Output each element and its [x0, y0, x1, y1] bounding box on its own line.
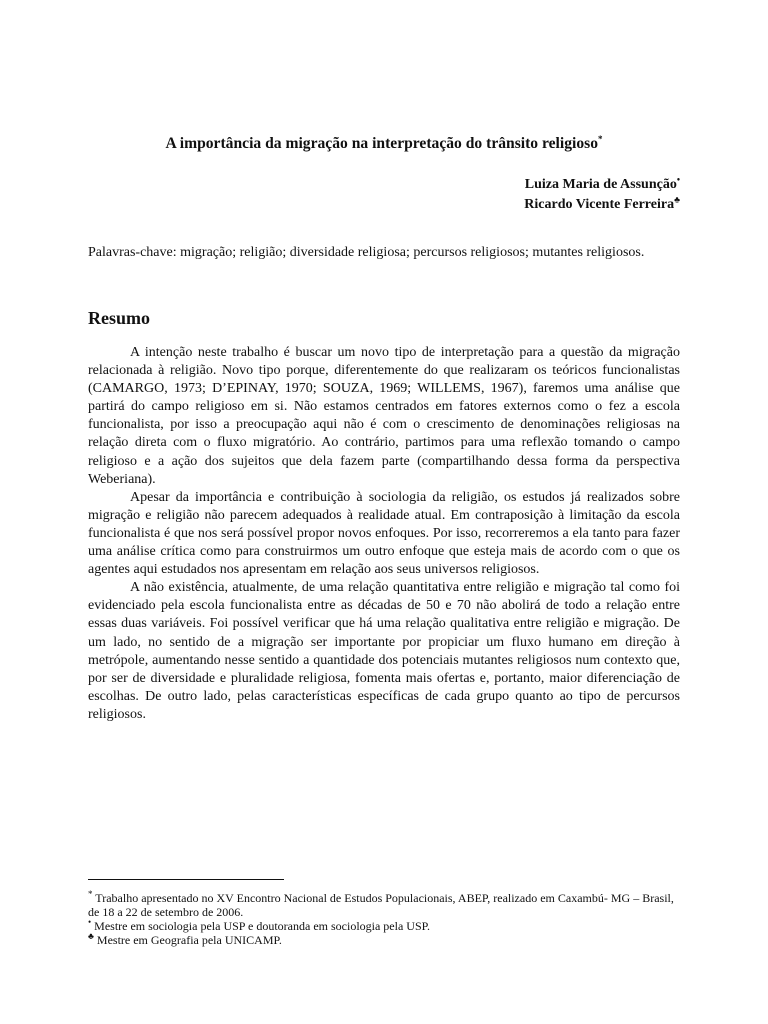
paper-title — [88, 134, 680, 154]
abstract-body — [88, 344, 680, 724]
author-line — [524, 175, 680, 195]
author-footnote-mark: ♣ — [674, 194, 680, 205]
footnote-text: Mestre em Geografia pela UNICAMP. — [96, 933, 282, 947]
footnote-mark: ♣ — [88, 931, 94, 941]
author-list — [524, 175, 680, 215]
footnote — [88, 933, 680, 947]
footnote-text: Mestre em sociologia pela USP e doutoranda em sociologia pela USP. — [94, 919, 430, 933]
author-name: Luiza Maria de Assunção — [524, 177, 677, 192]
footnotes — [88, 891, 680, 947]
paragraph: Apesar da importância e contribuição à sociologia da religião, os estudos já realizados sobre migração e religião não parecem adequados à realidade atual. Em contraposição à limitação da escola funcionalista é que nos será possível propor novos enfoques. Por isso, recorreremos a ela tanto para fazer uma análise crítica como para construirmos um outro enfoque que esteja mais de acordo com o que os agentes aqui estudados nos apresentam em relação aos seus universos religiosos. — [88, 489, 680, 578]
paragraph: A intenção neste trabalho é buscar um novo tipo de interpretação para a questão da migração relacionada à religião. Novo tipo porque, diferentemente do que realizaram os teóricos funcionalistas (CAMARGO, 1973; D’EPINAY, 1970; SOUZA, 1969; WILLEMS, 1967), faremos uma análise que partirá do campo religioso em si. Não estamos centrados em fatores externos como o fez a escola funcionalista, por isso a preocupação aqui não é com o crescimento de denominações religiosas na relação direta com o fluxo migratório. Ao contrário, partimos para uma reflexão tomando o campo religioso e a ação dos sujeitos que dela fazem parte (compartilhando dessa forma da perspectiva Weberiana). — [88, 345, 680, 487]
footnote-mark: * — [88, 889, 93, 899]
section-heading: Resumo — [88, 308, 150, 328]
title-footnote-mark: * — [598, 133, 603, 144]
author-footnote-mark: • — [676, 174, 680, 185]
footnote-divider — [88, 879, 284, 880]
title-text: A importância da migração na interpretação do trânsito religioso — [165, 135, 599, 152]
paragraph: A não existência, atualmente, de uma relação quantitativa entre religião e migração tal como foi evidenciado pela escola funcionalista entre as décadas de 50 e 70 não abolirá de todo a relação entre essas duas variáveis. Foi possível verificar que há uma relação qualitativa entre religião e migração. De um lado, no sentido de a migração ser importante por propiciar um fluxo humano em direção à metrópole, aumentando nesse sentido a quantidade dos potenciais mutantes religiosos num contexto que, por ser de diversidade e pluralidade religiosa, fomenta mais ofertas e, portanto, maior diferenciação de escolhas. De outro lado, pelas características específicas de cada grupo quanto ao tipo de percursos religiosos. — [88, 580, 680, 722]
footnote — [88, 891, 680, 919]
author-line — [524, 195, 680, 215]
footnote — [88, 919, 680, 933]
footnote-mark: • — [88, 917, 92, 927]
author-name: Ricardo Vicente Ferreira — [524, 197, 675, 212]
footnote-text: Trabalho apresentado no XV Encontro Nacional de Estudos Populacionais, ABEP, realizado em Caxambú- MG – Brasil, de 18 a 22 de setembro de 2006. — [88, 891, 674, 919]
keywords: Palavras-chave: migração; religião; diversidade religiosa; percursos religiosos; mutantes religiosos. — [88, 245, 645, 260]
